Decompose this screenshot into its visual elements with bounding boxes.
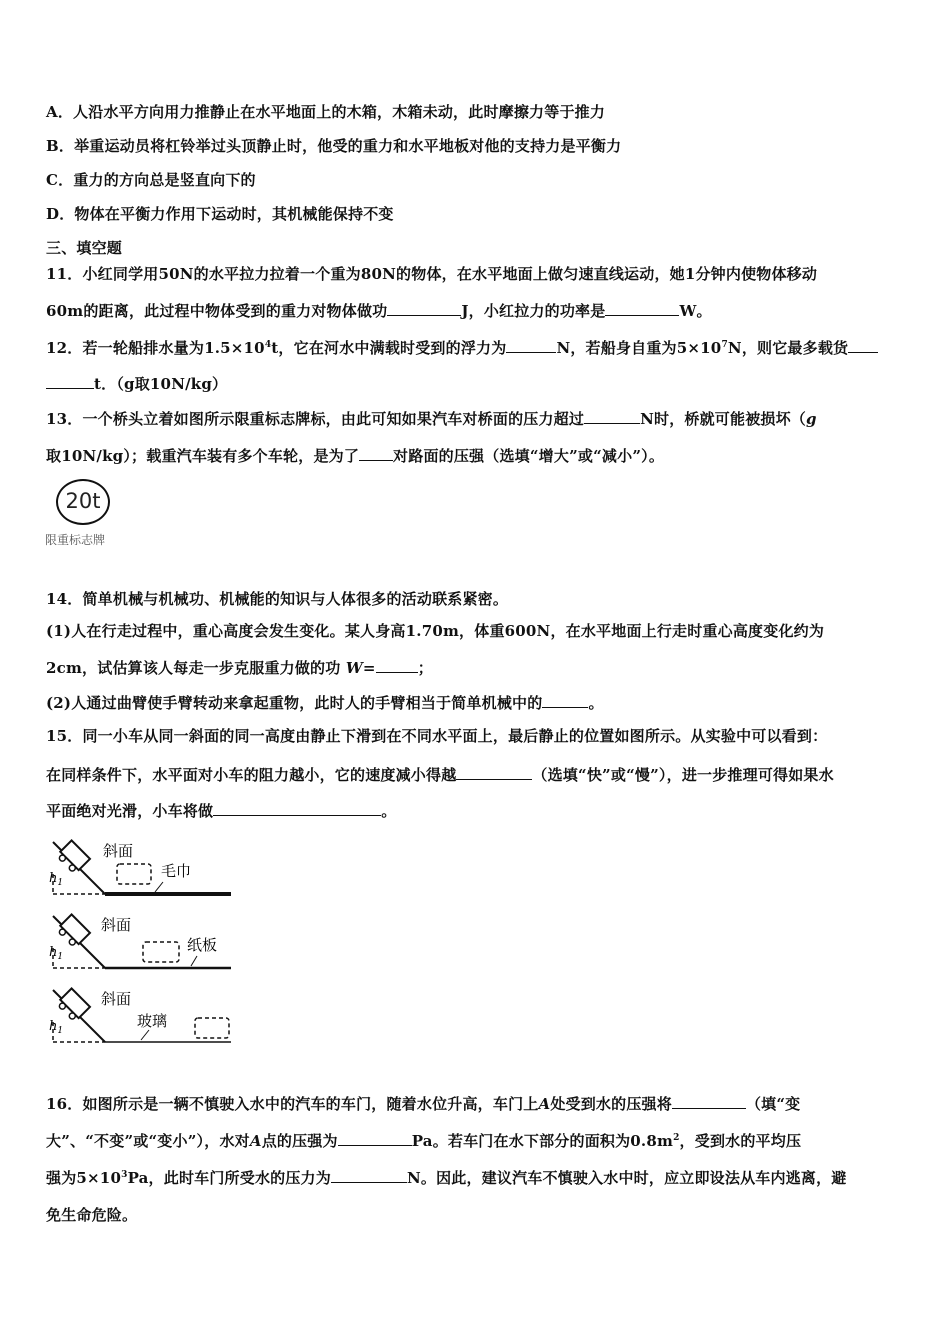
incline-experiment-figure [45, 834, 245, 1058]
q14-line3 [46, 657, 433, 678]
q15-text-b: （选填“快”或“慢”），进一步推理可得如果水 [532, 766, 834, 784]
section-title: 三、填空题 [46, 239, 123, 257]
option-a: A．人沿水平方向用力推静止在水平地面上的木箱，木箱未动，此时摩擦力等于推力 [46, 103, 606, 121]
label-slope: 斜面 [103, 842, 134, 860]
q13-text-b: N时，桥就可能被损坏（ [640, 410, 806, 428]
label-slope: 斜面 [101, 990, 132, 1008]
q13-g: g [806, 410, 817, 428]
q15-line1: 15．同一小车从同一斜面的同一高度由静止下滑到在不同水平面上，最后静止的位置如图所示。从实验中可以看到： [46, 727, 828, 745]
incline-panel-towel [49, 840, 231, 894]
q16-text-b: 处受到水的压强将 [550, 1095, 672, 1113]
q12-cargo-blank-a[interactable] [848, 337, 878, 353]
q11-text-a: 60m的距离，此过程中物体受到的重力对物体做功 [46, 302, 388, 320]
q16-text-j: N。因此，建议汽车不慎驶入水中时，应立即设法从车内逃离，避 [406, 1169, 847, 1187]
q16-text-g: ，受到水的平均压 [679, 1132, 802, 1150]
q11-text-b: J，小红拉力的功率是 [461, 302, 606, 320]
q16-text-a: 16．如图所示是一辆不慎驶入水中的汽车的车门，随着水位升高，车门上 [46, 1095, 539, 1113]
incline-panel-cardboard [49, 914, 231, 968]
q16-text-f: Pa。若车门在水下部分的面积为0.8m [411, 1132, 674, 1150]
q13-text-c: 取10N/kg）；载重汽车装有多个车轮，是为了 [46, 447, 360, 465]
q11-line1: 11．小红同学用50N的水平拉力拉着一个重为80N的物体，在水平地面上做匀速直线运动，她1分钟内使物体移动 [46, 265, 818, 283]
q16-line4: 免生命危险。 [46, 1206, 138, 1224]
q13-text-a: 13．一个桥头立着如图所示限重标志牌标，由此可知如果汽车对桥面的压力超过 [46, 410, 585, 428]
q15-text-d: 。 [381, 802, 397, 820]
weight-limit-sign-caption: 限重标志牌 [45, 533, 106, 547]
q15-line3 [46, 800, 396, 821]
q16-pressure-blank[interactable] [338, 1130, 412, 1146]
q15-line2 [46, 764, 834, 785]
q12-exp2: 7 [721, 340, 728, 350]
q16-pressure-change-blank[interactable] [672, 1093, 746, 1109]
q13-line1 [46, 408, 817, 429]
q12-text-d: N，则它最多载货 [727, 339, 849, 357]
q13-force-blank[interactable] [584, 408, 640, 424]
q12-line1 [46, 337, 878, 358]
cart-stop-position [143, 942, 179, 962]
q16-text-d: 大”、“不变”或“变小”），水对 [46, 1132, 250, 1150]
q16-line1 [46, 1093, 800, 1114]
q14-text-e: 。 [588, 694, 604, 712]
label-cardboard: 纸板 [187, 936, 218, 954]
cart-icon [56, 840, 90, 874]
q12-exp1: 4 [264, 340, 272, 350]
q12-line2 [46, 373, 227, 394]
cart-icon [56, 914, 90, 948]
q14-eq: = [362, 659, 376, 677]
q16-line3 [46, 1167, 846, 1188]
label-slope: 斜面 [101, 916, 132, 934]
q15-text-a: 在同样条件下，水平面对小车的阻力越小，它的速度减小得越 [46, 766, 457, 784]
q12-text-e: t．（g取10N/kg） [94, 375, 228, 393]
label-h1: $h_1$ [49, 1019, 64, 1036]
q12-buoyancy-blank[interactable] [506, 337, 556, 353]
q13-line2 [46, 445, 664, 466]
option-b: B．举重运动员将杠铃举过头顶静止时，他受的重力和水平地板对他的支持力是平衡力 [46, 137, 622, 155]
weight-limit-sign: 20t [56, 479, 110, 525]
q13-pressure-blank[interactable] [359, 445, 393, 461]
q12-cargo-blank-b[interactable] [46, 373, 94, 389]
cart-stop-position [195, 1018, 229, 1038]
q14-line4 [46, 692, 604, 713]
q14-work-blank[interactable] [376, 657, 418, 673]
q11-text-c: W。 [679, 302, 712, 320]
label-h1: $h_1$ [49, 945, 64, 962]
label-h1: $h_1$ [49, 871, 64, 888]
q16-point-a: A [538, 1095, 551, 1113]
q14-text-c: ； [417, 659, 433, 677]
q14-w: W [345, 659, 363, 677]
cart-icon [56, 988, 90, 1022]
q11-line2 [46, 300, 712, 321]
option-d: D．物体在平衡力作用下运动时，其机械能保持不变 [46, 205, 394, 223]
q14-text-a: 2cm，试估算该人每走一步克服重力做的功 [46, 659, 346, 677]
option-c: C．重力的方向总是竖直向下的 [46, 171, 256, 189]
q15-speed-blank[interactable] [456, 764, 532, 780]
q16-text-e: 点的压强为 [261, 1132, 338, 1150]
q16-line2 [46, 1130, 801, 1151]
q11-power-blank[interactable] [605, 300, 679, 316]
q15-text-c: 平面绝对光滑，小车将做 [46, 802, 214, 820]
incline-panel-glass [49, 988, 231, 1042]
q16-text-h: 强为5×10 [46, 1169, 122, 1187]
q16-exp1: 2 [673, 1133, 680, 1143]
q12-text-a: 12．若一轮船排水量为1.5×10 [46, 339, 265, 357]
q16-text-c: （填“变 [745, 1095, 801, 1113]
q12-text-c: N，若船身自重为5×10 [556, 339, 722, 357]
q13-text-d: 对路面的压强（选填“增大”或“减小”）。 [393, 447, 665, 465]
cart-stop-position [117, 864, 151, 884]
q16-text-i: Pa，此时车门所受水的压力为 [127, 1169, 331, 1187]
label-towel: 毛巾 [161, 862, 192, 880]
q14-line2: (1)人在行走过程中，重心高度会发生变化。某人身高1.70m，体重600N，在水平地面上行走时重心高度变化约为 [46, 622, 825, 640]
q14-text-d: (2)人通过曲臂使手臂转动来拿起重物，此时人的手臂相当于简单机械中的 [46, 694, 543, 712]
q11-work-blank[interactable] [387, 300, 461, 316]
q14-machine-blank[interactable] [542, 692, 588, 708]
q12-text-b: t，它在河水中满载时受到的浮力为 [271, 339, 507, 357]
q16-force-blank[interactable] [331, 1167, 407, 1183]
q16-point-a-2: A [249, 1132, 262, 1150]
q16-exp2: 3 [121, 1170, 128, 1180]
label-glass: 玻璃 [137, 1012, 168, 1030]
q14-line1: 14．简单机械与机械功、机械能的知识与人体很多的活动联系紧密。 [46, 590, 509, 608]
q15-motion-blank[interactable] [213, 800, 381, 816]
